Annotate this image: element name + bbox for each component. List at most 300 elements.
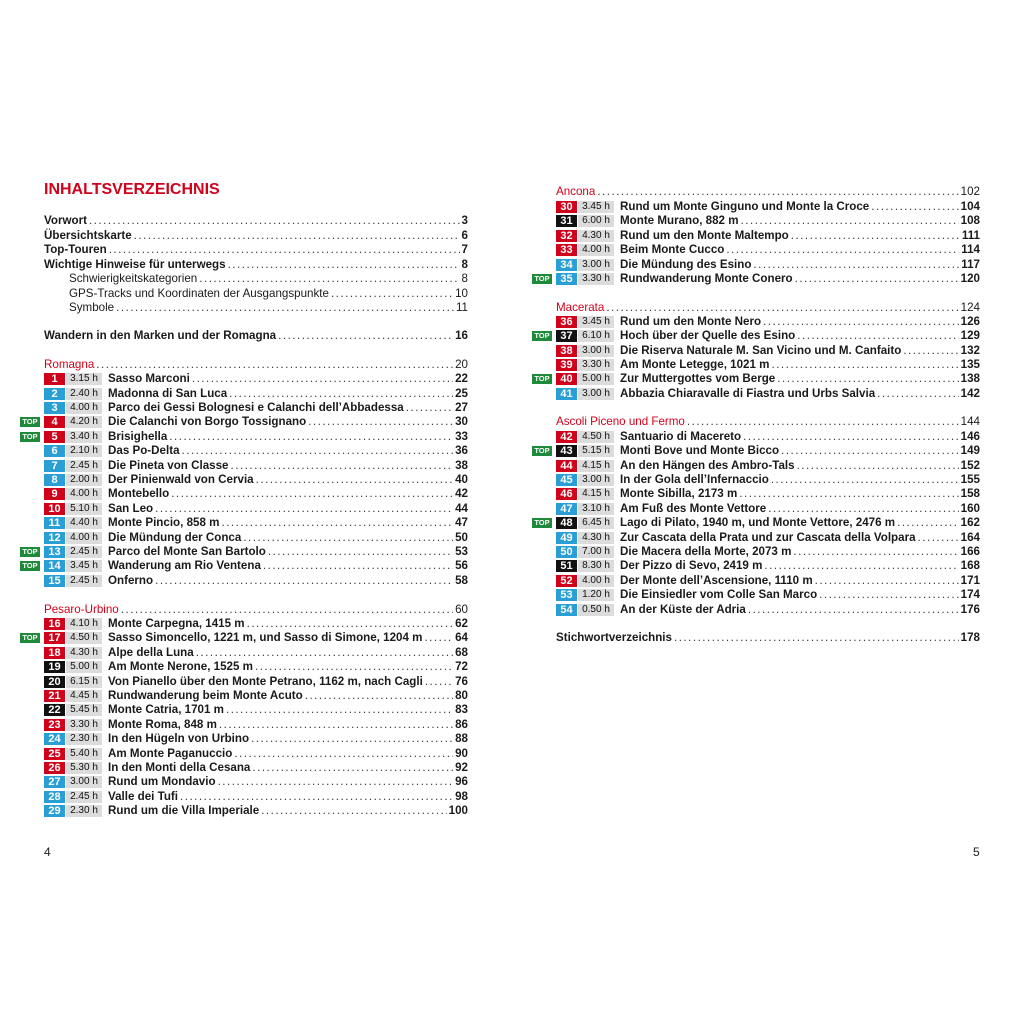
tour-duration: 2.00 h <box>66 474 102 486</box>
toc-section-heading <box>556 185 980 199</box>
tour-duration: 3.00 h <box>66 776 102 788</box>
toc-page-number: 117 <box>961 258 980 271</box>
tour-duration: 5.00 h <box>578 373 614 385</box>
tour-number-badge: 29 <box>44 805 65 817</box>
tour-number-badge: 41 <box>556 388 577 400</box>
tour-number-badge: 3 <box>44 402 65 414</box>
top-badge: TOP <box>20 561 40 571</box>
dot-leader <box>180 790 453 804</box>
dot-leader <box>192 372 453 386</box>
tour-duration: 2.45 h <box>66 575 102 587</box>
tour-number-badge: 42 <box>556 431 577 443</box>
top-badge: TOP <box>532 518 552 528</box>
toc-page-number: 53 <box>455 545 468 558</box>
toc-page-number: 129 <box>960 329 980 342</box>
toc-page-number: 80 <box>455 689 468 702</box>
toc-title: GPS-Tracks und Koordinaten der Ausgangspunkte <box>69 287 329 300</box>
dot-leader <box>597 185 958 199</box>
toc-page-number: 33 <box>455 430 468 443</box>
dot-leader <box>221 516 453 530</box>
toc-tour-entry <box>556 502 980 516</box>
toc-tour-entry <box>44 747 468 761</box>
tour-duration: 2.45 h <box>66 460 102 472</box>
tour-duration: 5.00 h <box>66 661 102 673</box>
toc-page-number: 174 <box>960 588 980 601</box>
dot-leader <box>199 272 459 286</box>
dot-leader <box>305 689 453 703</box>
toc-title: Wichtige Hinweise für unterwegs <box>44 258 226 271</box>
toc-tour-entry <box>44 804 468 818</box>
toc-tour-entry <box>556 258 980 272</box>
top-badge: TOP <box>20 633 40 643</box>
tour-duration: 3.30 h <box>578 359 614 371</box>
toc-tour-entry <box>44 646 468 660</box>
dot-leader <box>771 473 959 487</box>
toc-tour-entry <box>44 732 468 746</box>
toc-page-number: 8 <box>461 272 468 285</box>
top-badge: TOP <box>20 547 40 557</box>
toc-page-number: 142 <box>960 387 980 400</box>
tour-duration: 4.20 h <box>66 416 102 428</box>
toc-page-number: 155 <box>960 473 980 486</box>
toc-page-number: 56 <box>455 559 468 572</box>
toc-tour-entry <box>534 516 980 530</box>
toc-title: Schwierigkeitskategorien <box>69 272 198 285</box>
toc-title: Am Monte Letegge, 1021 m <box>620 358 770 371</box>
toc-page-number: 40 <box>455 473 468 486</box>
tour-number-badge: 36 <box>556 316 577 328</box>
tour-number-badge: 39 <box>556 359 577 371</box>
toc-title: Monte Catria, 1701 m <box>108 703 224 716</box>
tour-duration: 8.30 h <box>578 560 614 572</box>
dot-leader <box>791 229 960 243</box>
toc-title: Monte Roma, 848 m <box>108 718 217 731</box>
toc-tour-entry <box>44 660 468 674</box>
toc-tour-entry <box>44 574 468 588</box>
tour-duration: 4.50 h <box>66 632 102 644</box>
tour-number-badge: 35 <box>556 273 577 285</box>
toc-tour-entry <box>44 775 468 789</box>
toc-title: Beim Monte Cucco <box>620 243 725 256</box>
toc-title: Monte Murano, 882 m <box>620 214 739 227</box>
tour-number-badge: 9 <box>44 488 65 500</box>
top-badge: TOP <box>20 432 40 442</box>
toc-tour-entry <box>44 473 468 487</box>
tour-duration: 3.40 h <box>66 431 102 443</box>
toc-title: Valle dei Tufi <box>108 790 179 803</box>
tour-number-badge: 2 <box>44 388 65 400</box>
tour-number-badge: 10 <box>44 503 65 515</box>
toc-title: Romagna <box>44 358 95 371</box>
dot-leader <box>171 487 453 501</box>
toc-title: Montebello <box>108 487 170 500</box>
toc-tour-entry <box>556 430 980 444</box>
toc-section-heading <box>44 358 468 372</box>
toc-page-number: 42 <box>455 487 468 500</box>
dot-leader <box>815 574 959 588</box>
tour-number-badge: 44 <box>556 460 577 472</box>
tour-duration: 3.45 h <box>66 560 102 572</box>
toc-title: Die Riserva Naturale M. San Vicino und M. Canfaito <box>620 344 902 357</box>
top-badge: TOP <box>532 446 552 456</box>
toc-title: Das Po-Delta <box>108 444 180 457</box>
toc-title: Stichwortverzeichnis <box>556 631 672 644</box>
toc-title: Am Monte Nerone, 1525 m <box>108 660 253 673</box>
dot-leader <box>797 459 959 473</box>
toc-tour-entry <box>44 387 468 401</box>
toc-tour-entry <box>556 531 980 545</box>
toc-title: Ancona <box>556 185 596 198</box>
toc-page-number: 92 <box>455 761 468 774</box>
tour-number-badge: 19 <box>44 661 65 673</box>
dot-leader <box>196 646 453 660</box>
tour-duration: 3.15 h <box>66 373 102 385</box>
toc-title: Alpe della Luna <box>108 646 194 659</box>
tour-duration: 4.15 h <box>578 460 614 472</box>
toc-page-number: 111 <box>961 229 980 242</box>
toc-page-number: 3 <box>461 214 468 227</box>
toc-title: An den Hängen des Ambro-Tals <box>620 459 795 472</box>
toc-tour-entry <box>556 574 980 588</box>
toc-title: Rund um Monte Ginguno und Monte la Croce <box>620 200 870 213</box>
toc-title: Der Monte dell’Ascensione, 1110 m <box>620 574 813 587</box>
toc-page-number: 62 <box>455 617 468 630</box>
toc-tour-entry <box>22 559 468 573</box>
toc-tour-entry <box>44 444 468 458</box>
dot-leader <box>674 631 959 645</box>
toc-page-number: 135 <box>960 358 980 371</box>
dot-leader <box>795 272 959 286</box>
toc-tour-entry <box>556 545 980 559</box>
tour-number-badge: 18 <box>44 647 65 659</box>
tour-number-badge: 31 <box>556 215 577 227</box>
tour-duration: 2.40 h <box>66 388 102 400</box>
toc-title: Wandern in den Marken und der Romagna <box>44 329 277 342</box>
dot-leader <box>793 545 958 559</box>
toc-tour-entry <box>44 675 468 689</box>
dot-leader <box>687 415 959 429</box>
toc-title: Der Pinienwald von Cervia <box>108 473 254 486</box>
toc-entry <box>44 243 468 257</box>
tour-duration: 4.15 h <box>578 488 614 500</box>
toc-page-number: 47 <box>455 516 468 529</box>
toc-page-number: 124 <box>960 301 980 314</box>
toc-tour-entry <box>556 243 980 257</box>
tour-duration: 4.30 h <box>66 647 102 659</box>
toc-page-number: 108 <box>960 214 980 227</box>
toc-entry <box>44 258 468 272</box>
toc-title: Rundwanderung beim Monte Acuto <box>108 689 303 702</box>
toc-tour-entry <box>556 459 980 473</box>
dot-leader <box>753 258 959 272</box>
toc-page-number: 44 <box>455 502 468 515</box>
toc-page-number: 58 <box>455 574 468 587</box>
toc-section-heading <box>556 415 980 429</box>
tour-number-badge: 26 <box>44 762 65 774</box>
dot-leader <box>768 502 958 516</box>
dot-leader <box>255 660 453 674</box>
toc-title: Die Mündung der Conca <box>108 531 242 544</box>
toc-title: Macerata <box>556 301 605 314</box>
dot-leader <box>263 559 453 573</box>
toc-page-number: 36 <box>455 444 468 457</box>
toc-page-number: 64 <box>455 631 468 644</box>
dot-leader <box>109 243 460 257</box>
dot-leader <box>606 301 958 315</box>
toc-title: Sasso Simoncello, 1221 m, und Sasso di Simone, 1204 m <box>108 631 423 644</box>
toc-page-number: 168 <box>960 559 980 572</box>
toc-tour-entry <box>556 344 980 358</box>
toc-title: Rund um den Monte Maltempo <box>620 229 789 242</box>
toc-title: Symbole <box>69 301 115 314</box>
tour-duration: 6.15 h <box>66 676 102 688</box>
tour-number-badge: 16 <box>44 618 65 630</box>
toc-page-number: 88 <box>455 732 468 745</box>
dot-leader <box>425 675 453 689</box>
toc-page-number: 16 <box>455 329 468 342</box>
toc-title: Zur Muttergottes vom Berge <box>620 372 776 385</box>
toc-page-number: 149 <box>960 444 980 457</box>
toc-page-number: 100 <box>448 804 468 817</box>
tour-duration: 2.10 h <box>66 445 102 457</box>
toc-title: Rund um Mondavio <box>108 775 216 788</box>
toc-tour-entry <box>44 761 468 775</box>
dot-leader <box>252 761 453 775</box>
toc-title: Monti Bove und Monte Bicco <box>620 444 780 457</box>
dot-leader <box>96 358 453 372</box>
tour-duration: 6.10 h <box>578 330 614 342</box>
toc-page-number: 72 <box>455 660 468 673</box>
toc-tour-entry <box>22 631 468 645</box>
dot-leader <box>777 372 958 386</box>
toc-tour-entry <box>534 272 980 286</box>
dot-leader <box>877 387 959 401</box>
toc-page-number: 83 <box>455 703 468 716</box>
tour-duration: 5.45 h <box>66 704 102 716</box>
dot-leader <box>226 703 453 717</box>
toc-tour-entry <box>556 358 980 372</box>
tour-number-badge: 54 <box>556 604 577 616</box>
toc-title: Der Pizzo di Sevo, 2419 m <box>620 559 763 572</box>
dot-leader <box>121 603 453 617</box>
toc-page-number: 8 <box>461 258 468 271</box>
dot-leader <box>231 459 454 473</box>
tour-duration: 2.45 h <box>66 791 102 803</box>
toc-page-number: 6 <box>461 229 468 242</box>
toc-title: Parco dei Gessi Bolognesi e Calanchi dell’Abbadessa <box>108 401 404 414</box>
toc-title: An der Küste der Adria <box>620 603 746 616</box>
dot-leader <box>155 574 453 588</box>
toc-title: Brisighella <box>108 430 168 443</box>
toc-tour-entry <box>556 229 980 243</box>
dot-leader <box>182 444 454 458</box>
dot-leader <box>764 559 958 573</box>
toc-page-number: 176 <box>960 603 980 616</box>
tour-number-badge: 7 <box>44 460 65 472</box>
tour-number-badge: 21 <box>44 690 65 702</box>
tour-number-badge: 49 <box>556 532 577 544</box>
top-badge: TOP <box>532 331 552 341</box>
tour-duration: 3.30 h <box>578 273 614 285</box>
toc-title: San Leo <box>108 502 154 515</box>
toc-title: Die Mündung des Esino <box>620 258 752 271</box>
tour-number-badge: 51 <box>556 560 577 572</box>
toc-title: Rundwanderung Monte Conero <box>620 272 793 285</box>
toc-title: Pesaro-Urbino <box>44 603 119 616</box>
toc-tour-entry <box>556 200 980 214</box>
toc-page-number: 38 <box>455 459 468 472</box>
dot-leader <box>134 229 460 243</box>
tour-number-badge: 52 <box>556 575 577 587</box>
dot-leader <box>797 329 958 343</box>
tour-number-badge: 30 <box>556 201 577 213</box>
dot-leader <box>234 747 453 761</box>
tour-number-badge: 48 <box>556 517 577 529</box>
dot-leader <box>116 301 454 315</box>
toc-tour-entry <box>534 329 980 343</box>
tour-number-badge: 4 <box>44 416 65 428</box>
dot-leader <box>748 603 959 617</box>
toc-subentry <box>44 287 468 301</box>
tour-number-badge: 45 <box>556 474 577 486</box>
toc-tour-entry <box>44 487 468 501</box>
toc-tour-entry <box>44 401 468 415</box>
toc-title: Top-Touren <box>44 243 107 256</box>
tour-number-badge: 25 <box>44 748 65 760</box>
toc-page-number: 96 <box>455 775 468 788</box>
dot-leader <box>243 531 453 545</box>
toc-page-number: 102 <box>960 185 980 198</box>
dot-leader <box>331 287 453 301</box>
tour-number-badge: 13 <box>44 546 65 558</box>
toc-tour-entry <box>534 372 980 386</box>
toc-tour-entry <box>44 531 468 545</box>
page-number-left: 4 <box>44 845 51 859</box>
tour-duration: 3.00 h <box>578 388 614 400</box>
toc-page-number: 10 <box>455 287 468 300</box>
toc-entry <box>44 214 468 228</box>
toc-title: Madonna di San Luca <box>108 387 228 400</box>
dot-leader <box>743 430 959 444</box>
toc-title: Lago di Pilato, 1940 m, und Monte Vettore, 2476 m <box>620 516 896 529</box>
tour-number-badge: 23 <box>44 719 65 731</box>
tour-number-badge: 53 <box>556 589 577 601</box>
toc-page-number: 76 <box>455 675 468 688</box>
toc-page-number: 25 <box>455 387 468 400</box>
toc-title: Am Monte Paganuccio <box>108 747 233 760</box>
dot-leader <box>228 258 460 272</box>
toc-title: Die Pineta von Classe <box>108 459 229 472</box>
toc-title: Rund um die Villa Imperiale <box>108 804 260 817</box>
toc-page-number: 146 <box>960 430 980 443</box>
tour-number-badge: 50 <box>556 546 577 558</box>
tour-number-badge: 27 <box>44 776 65 788</box>
toc-tour-entry <box>556 603 980 617</box>
dot-leader <box>903 344 958 358</box>
tour-number-badge: 5 <box>44 431 65 443</box>
toc-title: Zur Cascata della Prata und zur Cascata della Volpara <box>620 531 916 544</box>
dot-leader <box>155 502 453 516</box>
toc-page-number: 104 <box>960 200 980 213</box>
toc-tour-entry <box>22 545 468 559</box>
dot-leader <box>278 329 453 343</box>
toc-page-number: 171 <box>960 574 980 587</box>
toc-tour-entry <box>44 718 468 732</box>
dot-leader <box>763 315 959 329</box>
toc-page-number: 144 <box>960 415 980 428</box>
tour-duration: 4.40 h <box>66 517 102 529</box>
toc-title: Monte Sibilla, 2173 m <box>620 487 738 500</box>
toc-tour-entry <box>22 430 468 444</box>
dot-leader <box>781 444 959 458</box>
dot-leader <box>169 430 453 444</box>
tour-duration: 3.45 h <box>578 201 614 213</box>
toc-title: Sasso Marconi <box>108 372 190 385</box>
toc-tour-entry <box>22 415 468 429</box>
toc-page-number: 27 <box>455 401 468 414</box>
toc-title: Monte Pincio, 858 m <box>108 516 220 529</box>
toc-page-number: 160 <box>960 502 980 515</box>
toc-tour-entry <box>556 387 980 401</box>
toc-page-number: 60 <box>455 603 468 616</box>
tour-number-badge: 12 <box>44 532 65 544</box>
toc-page-number: 178 <box>960 631 980 644</box>
toc-tour-entry <box>44 459 468 473</box>
tour-duration: 5.30 h <box>66 762 102 774</box>
toc-subentry <box>44 272 468 286</box>
toc-page-number: 11 <box>455 301 468 314</box>
toc-section-heading <box>556 301 980 315</box>
tour-duration: 4.50 h <box>578 431 614 443</box>
page-title: INHALTSVERZEICHNIS <box>44 181 220 198</box>
toc-page-number: 98 <box>455 790 468 803</box>
tour-duration: 3.00 h <box>578 474 614 486</box>
dot-leader <box>424 631 453 645</box>
tour-number-badge: 20 <box>44 676 65 688</box>
toc-tour-entry <box>44 689 468 703</box>
toc-page-number: 90 <box>455 747 468 760</box>
tour-duration: 4.00 h <box>578 575 614 587</box>
dot-leader <box>897 516 959 530</box>
dot-leader <box>739 487 958 501</box>
dot-leader <box>406 401 453 415</box>
toc-entry <box>44 229 468 243</box>
toc-page-number: 30 <box>455 415 468 428</box>
tour-number-badge: 14 <box>44 560 65 572</box>
tour-number-badge: 43 <box>556 445 577 457</box>
toc-title: Ascoli Piceno und Fermo <box>556 415 685 428</box>
dot-leader <box>229 387 453 401</box>
toc-page-number: 22 <box>455 372 468 385</box>
toc-title: Von Pianello über den Monte Petrano, 1162 m, nach Cagli <box>108 675 423 688</box>
toc-title: Die Calanchi von Borgo Tossignano <box>108 415 307 428</box>
toc-page-number: 126 <box>960 315 980 328</box>
dot-leader <box>218 775 454 789</box>
tour-number-badge: 34 <box>556 259 577 271</box>
toc-subentry <box>44 301 468 315</box>
toc-page-number: 162 <box>960 516 980 529</box>
toc-entry <box>556 631 980 645</box>
toc-title: In der Gola dell’Infernaccio <box>620 473 769 486</box>
tour-number-badge: 24 <box>44 733 65 745</box>
dot-leader <box>268 545 453 559</box>
tour-duration: 5.10 h <box>66 503 102 515</box>
toc-tour-entry <box>44 516 468 530</box>
tour-number-badge: 47 <box>556 503 577 515</box>
toc-title: Abbazia Chiaravalle di Fiastra und Urbs Salvia <box>620 387 876 400</box>
tour-duration: 5.15 h <box>578 445 614 457</box>
dot-leader <box>251 732 453 746</box>
